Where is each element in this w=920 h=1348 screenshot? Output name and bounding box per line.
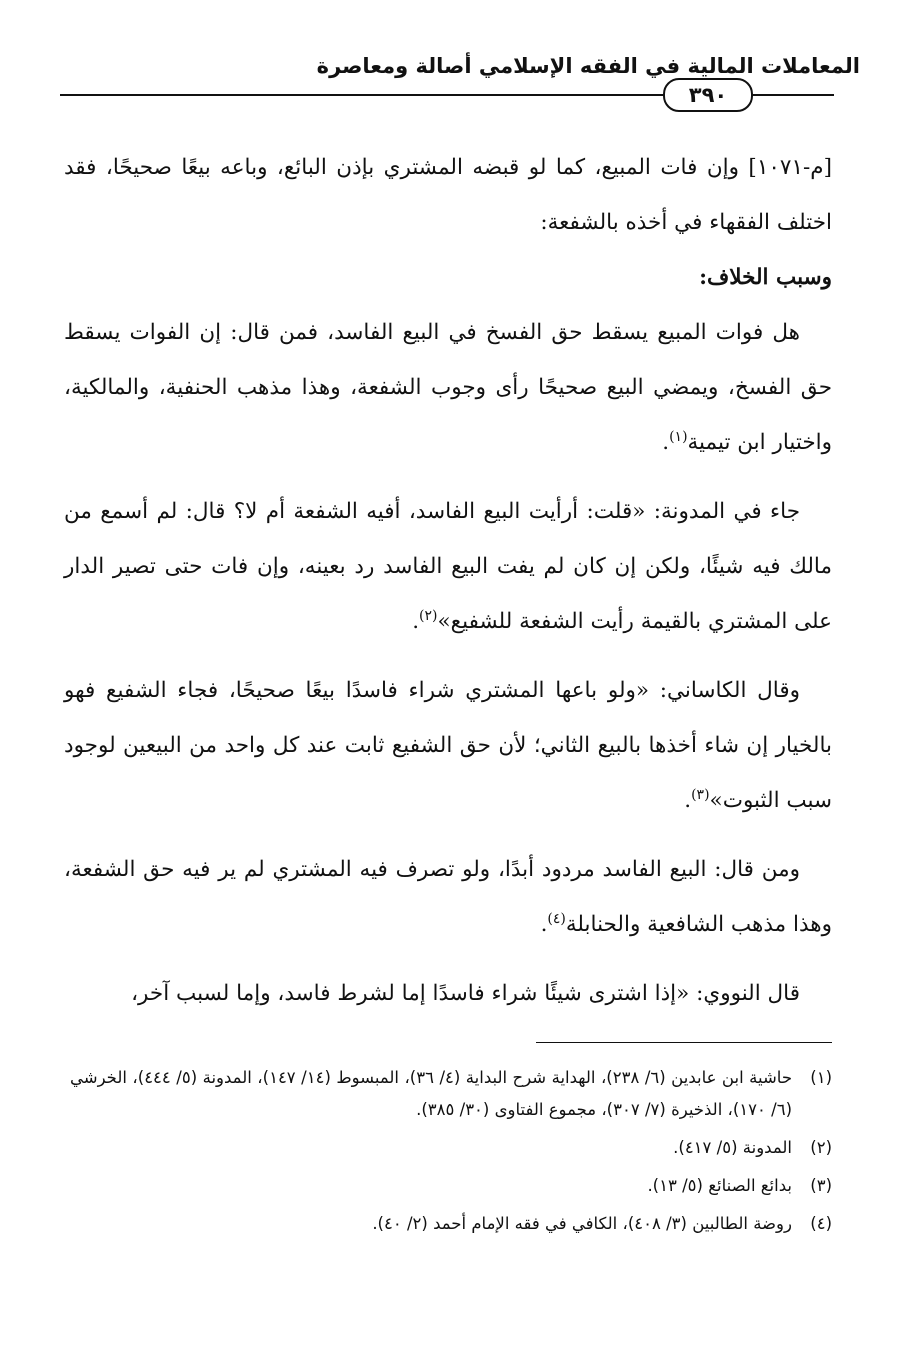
footnote-number: (٤) [810,1214,832,1233]
paragraph-5 [64,842,832,952]
paragraph-3 [64,484,832,649]
footnote-1 [70,1062,832,1126]
footnote-number: (١) [810,1068,832,1087]
footnote-2 [70,1132,832,1164]
footnotes [70,1062,832,1246]
paragraph-1: [م-١٠٧١] وإن فات المبيع، كما لو قبضه المشتري بإذن البائع، وباعه بيعًا صحيحًا، فقد اختلف الفقهاء في أخذه بالشفعة: [64,155,832,235]
footnote-text: روضة الطالبين (٣/ ٤٠٨)، الكافي في فقه الإمام أحمد (٢/ ٤٠). [372,1214,792,1233]
footnote-number: (٣) [810,1176,832,1195]
paragraph-3-end: . [412,609,420,634]
paragraph-4 [64,663,832,828]
paragraph-4-text: وقال الكاساني: «ولو باعها المشتري شراء فاسدًا بيعًا صحيحًا، فجاء الشفيع فهو بالخيار إن شاء أخذها بالبيع الثاني؛ لأن حق الشفيع ثابت عند كل واحد من البيعين لوجود سبب الثبوت» [64,678,832,813]
footnote-4 [70,1208,832,1240]
footnote-ref-3[interactable]: (٣) [691,786,710,803]
paragraph-4-end: . [684,788,692,813]
paragraph-2-end: . [662,430,670,455]
main-text [64,140,832,1021]
footnote-number: (٢) [810,1138,832,1157]
section-subheading: وسبب الخلاف: [699,265,832,290]
footnote-ref-4[interactable]: (٤) [547,910,566,927]
footnote-text: بدائع الصنائع (٥/ ١٣). [647,1176,792,1195]
footnote-3 [70,1170,832,1202]
paragraph-5-text: ومن قال: البيع الفاسد مردود أبدًا، ولو تصرف فيه المشتري لم ير فيه حق الشفعة، وهذا مذهب الشافعية والحنابلة [64,857,832,937]
footnote-ref-2[interactable]: (٢) [419,607,438,624]
paragraph-6: قال النووي: «إذا اشترى شيئًا شراء فاسدًا إما لشرط فاسد، وإما لسبب آخر، [131,981,800,1006]
paragraph-5-end: . [540,912,548,937]
footnote-text: حاشية ابن عابدين (٦/ ٢٣٨)، الهداية شرح البداية (٤/ ٣٦)، المبسوط (١٤/ ١٤٧)، المدونة (٥/ ٤٤٤)، الخرشي (٦/ ١٧٠)، الذخيرة (٧/ ٣٠٧)، مجموع الفتاوى (٣٠/ ٣٨٥). [70,1068,793,1119]
paragraph-2 [64,305,832,470]
footnote-ref-1[interactable]: (١) [669,428,688,445]
footnote-text: المدونة (٥/ ٤١٧). [673,1138,792,1157]
paragraph-3-text: جاء في المدونة: «قلت: أرأيت البيع الفاسد، أفيه الشفعة أم لا؟ قال: لم أسمع من مالك فيه شيئًا، ولكن إن كان لم يفت البيع الفاسد رد بعينه، وإن فات حتى تصير الدار على المشتري بالقيمة رأيت الشفعة للشفيع» [64,499,832,634]
footnote-separator [536,1042,832,1043]
running-title: المعاملات المالية في الفقه الإسلامي أصالة ومعاصرة [316,54,860,78]
paragraph-2-text: هل فوات المبيع يسقط حق الفسخ في البيع الفاسد، فمن قال: إن الفوات يسقط حق الفسخ، ويمضي البيع صحيحًا رأى وجوب الشفعة، وهذا مذهب الحنفية، والمالكية، واختيار ابن تيمية [64,320,832,455]
page-number: ٣٩٠ [663,78,753,112]
